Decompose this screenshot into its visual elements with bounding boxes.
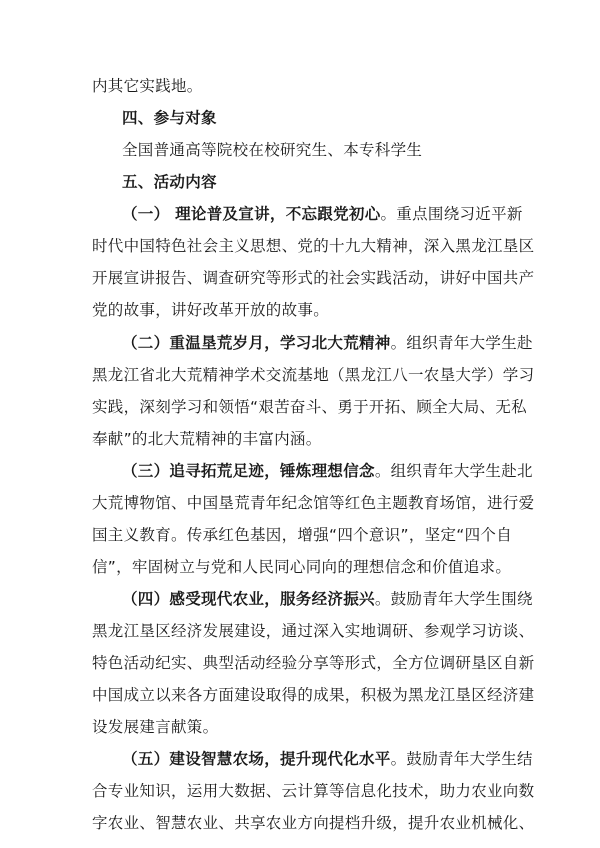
item-2-line-0: 。组织青年大学生赴 <box>390 334 533 352</box>
item-1-first-line <box>122 204 523 224</box>
section-heading-4: 四、参与对象 <box>122 109 217 127</box>
item-2-line-1: 黑龙江省北大荒精神学术交流基地（黑龙江八一农垦大学）学习 <box>92 366 535 384</box>
item-3-first-line <box>122 461 533 481</box>
section-heading-5: 五、活动内容 <box>122 173 217 191</box>
item-1-title: （一） 理论普及宣讲，不忘跟党初心 <box>122 205 381 223</box>
item-3-line-0: 。组织青年大学生赴北 <box>374 462 533 480</box>
item-2-line-2: 实践，深刻学习和领悟“艰苦奋斗、勇于开拓、顾全大局、无私 <box>92 398 527 416</box>
item-1-line-0: 。重点围绕习近平新 <box>380 205 523 223</box>
item-4-line-3: 中国成立以来各方面建设取得的成果，积极为黑龙江垦区经济建 <box>92 686 535 704</box>
item-5-line-1: 合专业知识，运用大数据、云计算等信息化技术，助力农业向数 <box>92 782 535 800</box>
item-3-line-2: 国主义教育。传承红色基因，增强“四个意识”，坚定“四个自 <box>92 526 512 544</box>
item-3-line-1: 大荒博物馆、中国垦荒青年纪念馆等红色主题教育场馆，进行爱 <box>92 494 535 512</box>
item-5-line-2: 字农业、智慧农业、共享农业方向提档升级，提升农业机械化、 <box>92 814 535 832</box>
item-5-line-0: 。鼓励青年大学生结 <box>390 750 533 768</box>
item-2-title: （二）重温垦荒岁月，学习北大荒精神 <box>122 334 391 352</box>
item-4-line-4: 设发展建言献策。 <box>92 718 219 736</box>
continuation-text: 内其它实践地。 <box>92 77 203 95</box>
item-4-line-1: 黑龙江垦区经济发展建设，通过深入实地调研、参观学习访谈、 <box>92 622 535 640</box>
item-4-line-2: 特色活动纪实、典型活动经验分享等形式，全方位调研垦区自新 <box>92 654 535 672</box>
item-4-line-0: 。鼓励青年大学生围绕 <box>374 590 533 608</box>
item-1-line-1: 时代中国特色社会主义思想、党的十九大精神，深入黑龙江垦区 <box>92 237 535 255</box>
section-4-text: 全国普通高等院校在校研究生、本专科学生 <box>122 141 423 159</box>
item-2-first-line <box>122 333 533 353</box>
item-4-first-line <box>122 589 533 609</box>
item-2-line-3: 奉献”的北大荒精神的丰富内涵。 <box>92 430 322 448</box>
item-5-first-line <box>122 749 533 769</box>
item-5-title: （五）建设智慧农场，提升现代化水平 <box>122 750 391 768</box>
item-1-line-2: 开展宣讲报告、调查研究等形式的社会实践活动，讲好中国共产 <box>92 269 535 287</box>
item-3-title: （三）追寻拓荒足迹，锤炼理想信念 <box>122 462 375 480</box>
item-4-title: （四）感受现代农业，服务经济振兴 <box>122 590 375 608</box>
item-1-line-3: 党的故事，讲好改革开放的故事。 <box>92 301 330 319</box>
item-3-line-3: 信”，牢固树立与党和人民同心同向的理想信念和价值追求。 <box>92 558 512 576</box>
